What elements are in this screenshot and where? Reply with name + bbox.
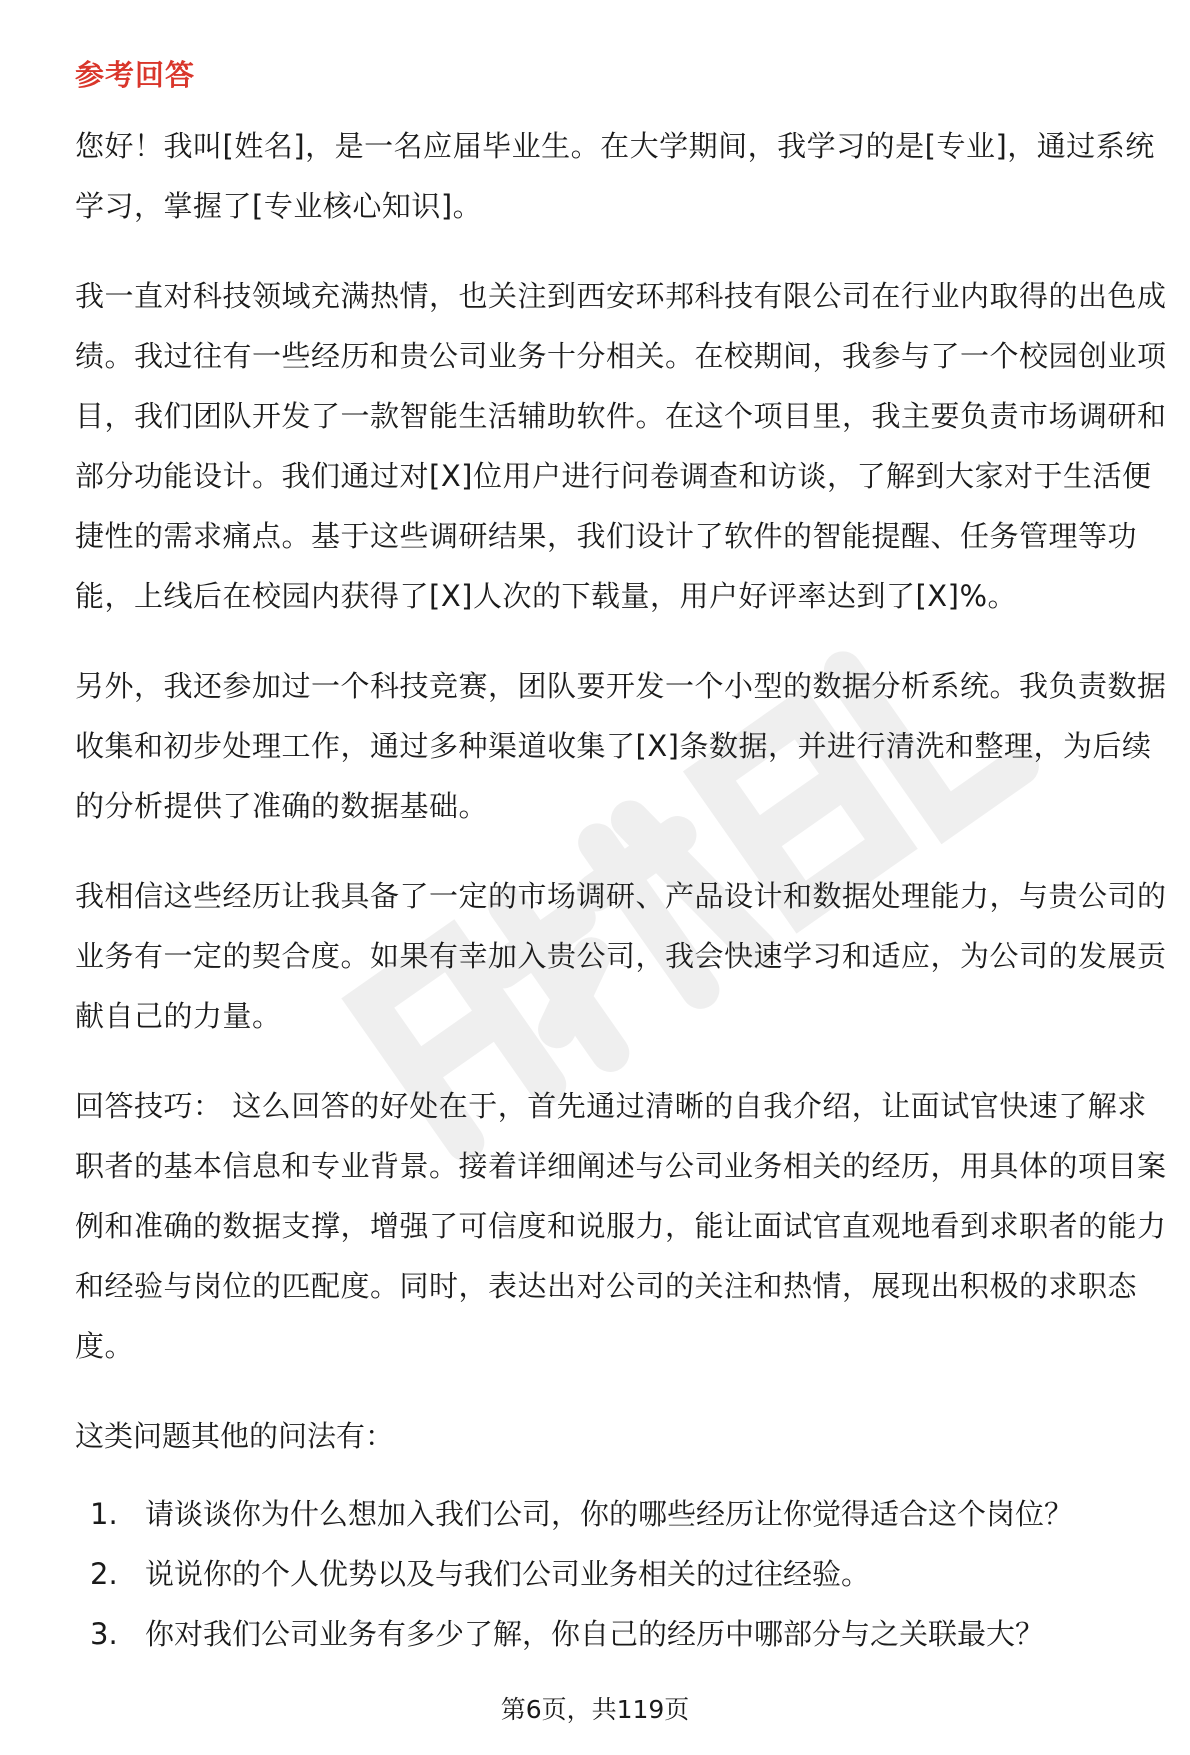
list-item-number: 1. [90,1497,118,1531]
list-item [75,1484,1170,1544]
list-item-text: 你对我们公司业务有多少了解，你自己的经历中哪部分与之关联最大？ [145,1617,1045,1651]
page-footer: 第6页，共119页 [500,1695,690,1724]
list-item [75,1604,1170,1664]
other-questions-heading: 这类问题其他的问法有： [75,1419,395,1453]
list-item [75,1544,1170,1604]
list-item-number: 3. [90,1617,118,1651]
list-item-text: 请谈谈你为什么想加入我们公司，你的哪些经历让你觉得适合这个岗位？ [145,1497,1074,1531]
answer-paragraph-intro: 您好！我叫[姓名]，是一名应届毕业生。在大学期间，我学习的是[专业]，通过系统学习，掌握了[专业核心知识]。 [75,129,1155,223]
list-item-text: 说说你的个人优势以及与我们公司业务相关的过往经验。 [145,1557,871,1591]
answer-paragraph-experience: 我一直对科技领域充满热情，也关注到西安环邦科技有限公司在行业内取得的出色成绩。我过往有一些经历和贵公司业务十分相关。在校期间，我参与了一个校园创业项目，我们团队开发了一款智能生活辅助软件。在这个项目里，我主要负责市场调研和部分功能设计。我们通过对[X]位用户进行问卷调查和访谈，了解到大家对于生活便捷性的需求痛点。基于这些调研结果，我们设计了软件的智能提醒、任务管理等功能，上线后在校园内获得了[X]人次的下载量，用户好评率达到了[X]%。 [75,279,1167,613]
answer-tips-paragraph: 回答技巧： 这么回答的好处在于，首先通过清晰的自我介绍，让面试官快速了解求职者的基本信息和专业背景。接着详细阐述与公司业务相关的经历，用具体的项目案例和准确的数据支撑，增强了可信度和说服力，能让面试官直观地看到求职者的能力和经验与岗位的匹配度。同时，表达出对公司的关注和热情，展现出积极的求职态度。 [75,1089,1167,1363]
answer-paragraph-competition: 另外，我还参加过一个科技竞赛，团队要开发一个小型的数据分析系统。我负责数据收集和初步处理工作，通过多种渠道收集了[X]条数据，并进行清洗和整理，为后续的分析提供了准确的数据基础。 [75,669,1167,823]
page-content [75,50,1170,1664]
other-questions-list [75,1484,1170,1664]
section-title: 参考回答 [75,58,196,92]
answer-paragraph-conclusion: 我相信这些经历让我具备了一定的市场调研、产品设计和数据处理能力，与贵公司的业务有一定的契合度。如果有幸加入贵公司，我会快速学习和适应，为公司的发展贡献自己的力量。 [75,879,1167,1033]
list-item-number: 2. [90,1557,118,1591]
